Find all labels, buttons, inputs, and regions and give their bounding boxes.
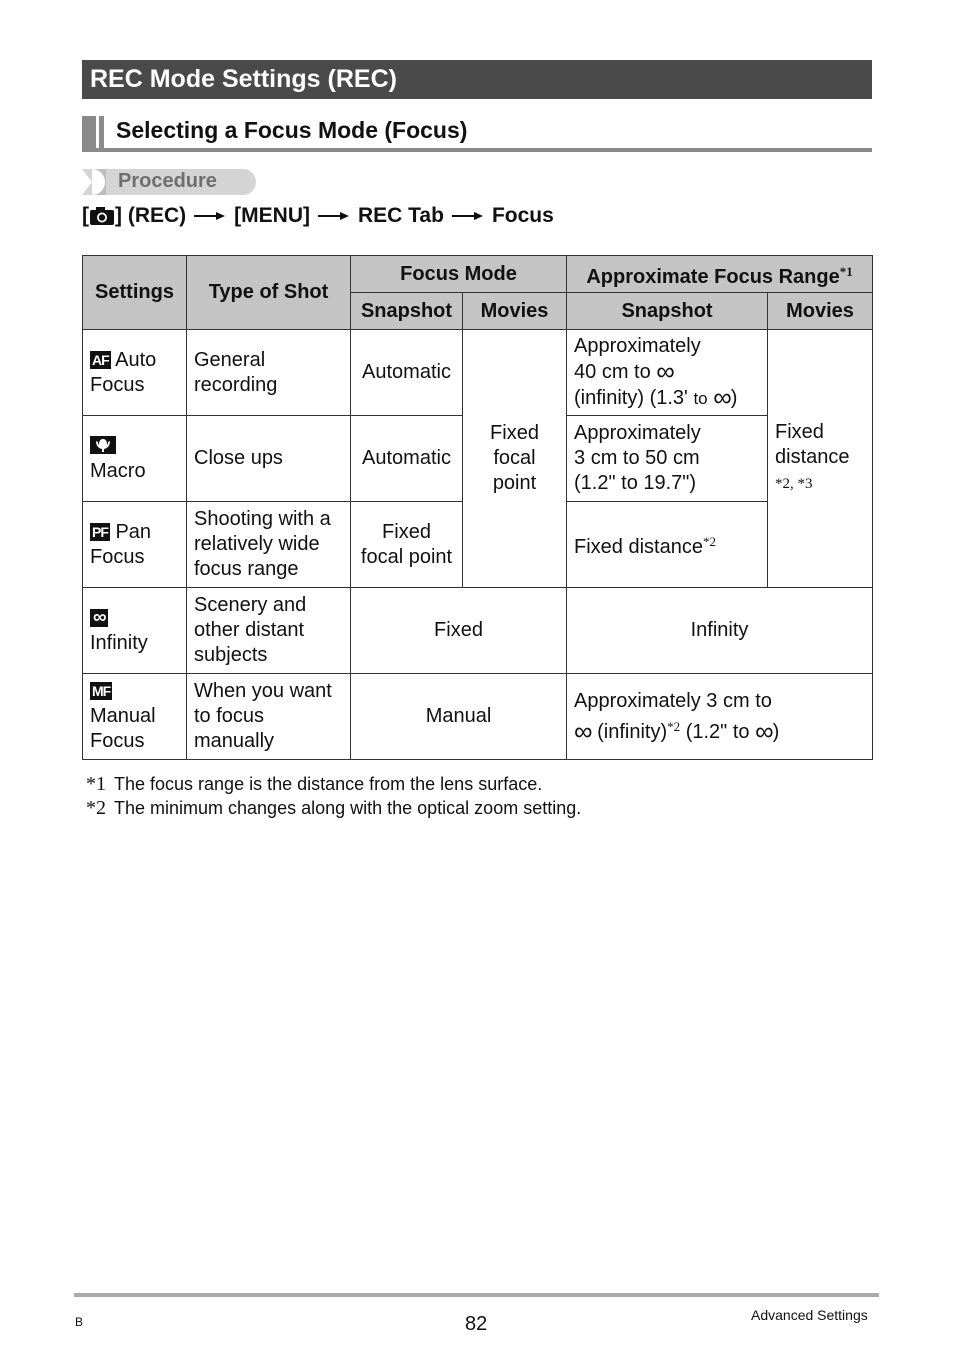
movies-range-text: Fixed: [775, 421, 824, 443]
footer-left: B: [75, 1315, 84, 1329]
procedure-arc-icon: [92, 169, 106, 195]
nav-bracket: [: [82, 204, 89, 227]
arrow-right-icon: [318, 211, 350, 221]
focus-movies-cell: [463, 330, 567, 588]
setting-cell: [83, 330, 187, 416]
type-cell: [187, 502, 351, 588]
type-text: General: [194, 348, 266, 371]
procedure-notch: [82, 169, 92, 195]
type-cell: [187, 674, 351, 760]
range-text: (infinity) (1.3': [574, 387, 688, 409]
nav-rec: ] (REC): [115, 204, 187, 227]
setting-label: Focus: [90, 730, 145, 752]
type-cell: Close ups: [187, 416, 351, 502]
range-snapshot-cell: [567, 330, 768, 416]
setting-cell: [83, 588, 187, 674]
type-text: subjects: [194, 644, 268, 666]
type-text: manually: [194, 730, 275, 752]
procedure-label: [82, 169, 256, 195]
header-bar-decoration: [99, 116, 104, 150]
header-approx-range-text: Approximate Focus Range: [586, 265, 840, 288]
setting-cell: [83, 502, 187, 588]
setting-cell: [83, 674, 187, 760]
macro-flower-icon: [90, 436, 116, 454]
range-text: Approximately: [574, 335, 701, 357]
footnote-mark: *1: [86, 773, 106, 795]
type-cell: [187, 330, 351, 416]
focus-snapshot-cell: Automatic: [351, 330, 463, 416]
procedure-text: Procedure: [118, 170, 217, 192]
header-snapshot: Snapshot: [351, 293, 463, 330]
setting-label: Pan: [115, 520, 152, 543]
footer-rule: [74, 1293, 879, 1297]
footnote-ref: *2: [702, 534, 716, 549]
nav-rec-tab: REC Tab: [357, 204, 444, 227]
header-settings: Settings: [83, 256, 187, 330]
focus-mode-cell: Manual: [351, 674, 567, 760]
type-text: relatively wide: [194, 533, 320, 555]
header-bar-decoration: [82, 116, 96, 150]
header-snapshot: Snapshot: [567, 293, 768, 330]
arrow-right-icon: [194, 211, 226, 221]
menu-path: [82, 204, 554, 228]
footnotes: [86, 772, 581, 820]
setting-label: Manual: [90, 705, 156, 727]
focus-text: focal point: [360, 545, 453, 568]
infinity-mode-icon: ∞: [90, 609, 108, 627]
af-mode-icon: AF: [92, 351, 109, 368]
type-text: When you want: [194, 680, 332, 702]
header-approx-range: [567, 256, 873, 293]
focus-mode-cell: Fixed: [351, 588, 567, 674]
setting-cell: [83, 416, 187, 502]
footer-section: Advanced Settings: [751, 1307, 868, 1323]
header-type-of-shot: Type of Shot: [187, 256, 351, 330]
header-focus-mode: Focus Mode: [351, 256, 567, 293]
type-text: recording: [194, 373, 278, 396]
header-movies: Movies: [463, 293, 567, 330]
range-cell: Infinity: [567, 588, 873, 674]
focus-mode-table: [82, 255, 873, 760]
header-movies: Movies: [768, 293, 873, 330]
footnote-ref: *1: [839, 263, 853, 279]
setting-label: Auto: [115, 348, 157, 371]
range-text: (1.2" to 19.7"): [574, 472, 697, 494]
infinity-icon: ∞: [755, 715, 773, 746]
range-text: ): [772, 720, 780, 743]
subsection-title: Selecting a Focus Mode (Focus): [116, 117, 468, 143]
table-row: [83, 330, 873, 416]
mf-mode-icon: MF: [92, 683, 111, 699]
range-text: ): [730, 387, 738, 409]
nav-menu: [MENU]: [234, 204, 310, 227]
type-text: to focus: [194, 705, 265, 727]
subsection-header: [82, 114, 872, 152]
focus-snapshot-cell: [351, 502, 463, 588]
setting-label: Focus: [90, 373, 145, 396]
movies-focus-text: Fixed: [490, 422, 539, 444]
setting-label: Focus: [90, 545, 145, 568]
pf-mode-icon: PF: [92, 523, 108, 540]
range-text: Fixed distance: [574, 536, 703, 558]
setting-label: Macro: [90, 459, 146, 482]
table-row: [83, 588, 873, 674]
range-text: to: [693, 389, 708, 408]
range-cell: [567, 674, 873, 760]
movies-focus-text: focal: [493, 447, 536, 469]
setting-label: Infinity: [90, 631, 148, 654]
type-text: Shooting with a: [194, 508, 331, 530]
movies-range-text: distance: [775, 446, 850, 468]
footnote-ref: *2, *3: [775, 476, 813, 492]
type-cell: [187, 588, 351, 674]
infinity-icon: ∞: [574, 715, 592, 746]
camera-icon: [89, 206, 115, 226]
focus-text: Fixed: [382, 520, 431, 543]
focus-snapshot-cell: Automatic: [351, 416, 463, 502]
range-snapshot-cell: [567, 416, 768, 502]
footnote-item: [86, 772, 581, 796]
footnote-text: The focus range is the distance from the lens surface.: [114, 774, 543, 794]
type-text: focus range: [194, 558, 299, 580]
range-text: Approximately: [574, 422, 701, 444]
range-text: (infinity): [597, 720, 668, 743]
table-row: [83, 674, 873, 760]
footnote-text: The minimum changes along with the optical zoom setting.: [114, 798, 582, 818]
nav-focus: Focus: [491, 204, 554, 227]
table-header-row: [83, 256, 873, 293]
range-snapshot-cell: [567, 502, 768, 588]
arrow-right-icon: [452, 211, 484, 221]
footnote-item: [86, 796, 581, 820]
footnote-mark: *2: [86, 797, 106, 819]
type-text: Scenery and: [194, 594, 307, 616]
infinity-icon: ∞: [656, 356, 674, 386]
movies-focus-text: point: [492, 472, 537, 494]
footnote-ref: *2: [667, 718, 681, 734]
range-movies-cell: [768, 330, 873, 588]
section-title: REC Mode Settings (REC): [82, 60, 872, 99]
range-text: 40 cm to: [574, 361, 651, 383]
range-text: 3 cm to 50 cm: [574, 447, 700, 469]
type-text: other distant: [194, 619, 305, 641]
range-text: Approximately 3 cm to: [574, 689, 772, 712]
infinity-icon: ∞: [713, 382, 731, 412]
page-number: 82: [465, 1313, 488, 1335]
range-text: (1.2" to: [685, 720, 750, 743]
